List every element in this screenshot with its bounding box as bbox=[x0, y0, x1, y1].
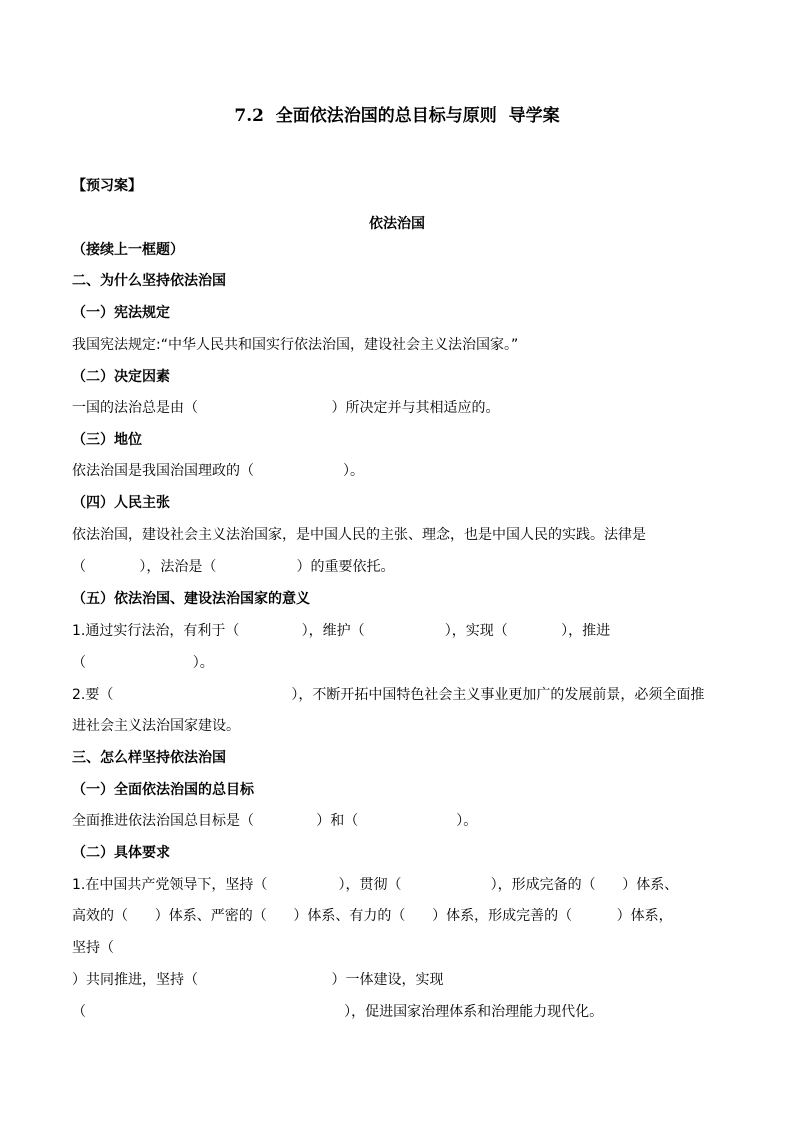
paragraph-people-2: （ ），法治是（ ）的重要依托。 bbox=[72, 559, 395, 575]
paragraph-constitution: 我国宪法规定:“中华人民共和国实行依法治国，建设社会主义法治国家。” bbox=[72, 337, 519, 353]
subheading-significance: （五）依法治国、建设法治国家的意义 bbox=[72, 591, 310, 607]
paragraph-requirements-3: 坚持（ bbox=[72, 940, 114, 956]
subheading-factor: （二）决定因素 bbox=[72, 369, 170, 385]
paragraph-requirements-1: 1.在中国共产党领导下，坚持（ ），贯彻（ ），形成完备的（ ）体系、 bbox=[72, 877, 679, 893]
heading-how: 三、怎么样坚持依法治国 bbox=[72, 750, 226, 766]
subheading-goal: （一）全面依法治国的总目标 bbox=[72, 782, 254, 798]
paragraph-requirements-4: ）共同推进，坚持（ ）一体建设，实现 bbox=[72, 972, 444, 988]
subheading-people: （四）人民主张 bbox=[72, 495, 170, 511]
paragraph-significance-3: 2.要（ ），不断开拓中国特色社会主义事业更加广的发展前景，必须全面推 bbox=[72, 687, 705, 703]
document-title: 7.2 全面依法治国的总目标与原则 导学案 bbox=[234, 106, 560, 126]
paragraph-requirements-5: （ ），促进国家治理体系和治理能力现代化。 bbox=[72, 1004, 604, 1020]
paragraph-status: 依法治国是我国治国理政的（ ）。 bbox=[72, 463, 365, 479]
paragraph-requirements-2: 高效的（ ）体系、严密的（ ）体系、有力的（ ）体系，形成完善的（ ）体系， bbox=[72, 908, 673, 924]
subheading-status: （三）地位 bbox=[72, 432, 142, 448]
paragraph-significance-4: 进社会主义法治国家建设。 bbox=[72, 718, 240, 734]
center-heading: 依法治国 bbox=[369, 216, 425, 232]
paragraph-significance-2: （ ）。 bbox=[72, 655, 214, 671]
subheading-requirements: （二）具体要求 bbox=[72, 845, 170, 861]
paragraph-goal: 全面推进依法治国总目标是（ ）和（ ）。 bbox=[72, 813, 478, 829]
paragraph-factor: 一国的法治总是由（ ）所决定并与其相适应的。 bbox=[72, 400, 500, 416]
note-continuation: （接续上一框题） bbox=[72, 242, 184, 258]
heading-why: 二、为什么坚持依法治国 bbox=[72, 273, 226, 289]
subheading-constitution: （一）宪法规定 bbox=[72, 305, 170, 321]
section-tag: 【预习案】 bbox=[72, 178, 142, 194]
paragraph-people-1: 依法治国，建设社会主义法治国家，是中国人民的主张、理念，也是中国人民的实践。法律是 bbox=[72, 527, 646, 543]
paragraph-significance-1: 1.通过实行法治，有利于（ ），维护（ ），实现（ ），推进 bbox=[72, 623, 611, 639]
